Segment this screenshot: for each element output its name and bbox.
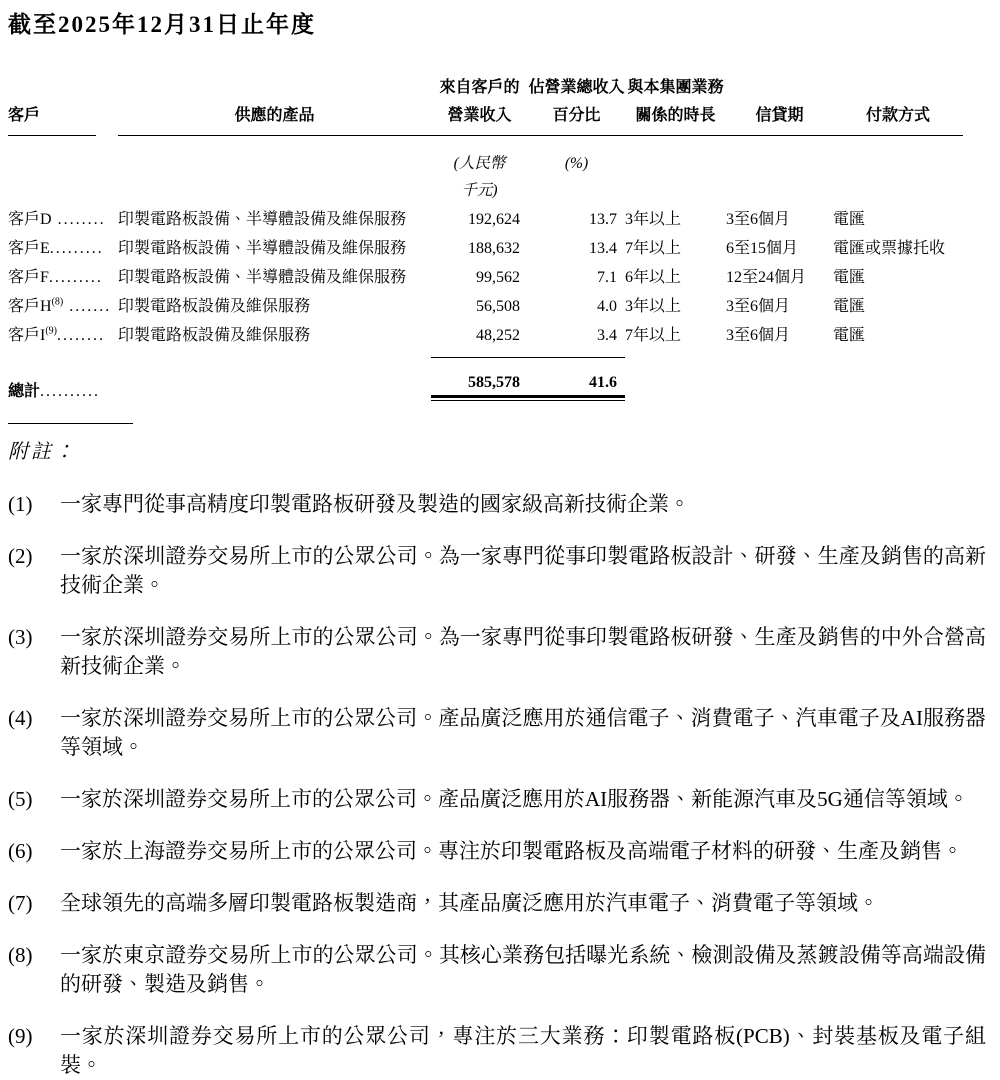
note-item [8,490,986,519]
revenue-cell [431,264,528,293]
note-item [8,623,986,681]
table-row [8,322,963,351]
customer-name: 客戶E [8,240,50,257]
relationship-cell: 6年以上 [625,269,682,286]
credit-cell: 12至24個月 [726,269,807,286]
payment-cell: 電匯 [833,269,866,286]
customer-name: 客戶I [8,327,46,344]
note-number: (7) [8,891,33,915]
percentage-cell [528,322,625,351]
percentage-cell [528,264,625,293]
customer-cell [8,235,118,264]
note-number: (2) [8,544,33,568]
percentage-unit-label: (%) [564,155,589,172]
note-text: 一家於深圳證券交易所上市的公眾公司。產品廣泛應用於AI服務器、新能源汽車及5G通信等領域。 [60,787,969,811]
note-number: (4) [8,706,33,730]
header-relationship-line2: 關係的時長 [635,107,716,124]
customer-cell [8,206,118,235]
percentage-cell [528,206,625,235]
credit-cell: 3至6個月 [726,298,791,315]
customer-name: 客戶F [8,269,49,286]
subtotal-rule-row [8,351,963,363]
percentage-unit-cell [528,136,625,206]
revenue-subtotal-rule [431,351,528,363]
table-header-row [8,68,963,136]
revenue-cell [431,293,528,322]
table-row [8,235,963,264]
note-text: 全球領先的高端多層印製電路板製造商，其產品廣泛應用於汽車電子、消費電子等領域。 [60,891,879,915]
percentage-cell [528,293,625,322]
relationship-cell: 3年以上 [625,211,682,228]
product-cell: 印製電路板設備及維保服務 [118,327,311,344]
credit-cell: 3至6個月 [726,211,791,228]
revenue-cell [431,206,528,235]
product-cell: 印製電路板設備及維保服務 [118,298,311,315]
col-header-percentage [528,68,625,136]
note-number: (6) [8,839,33,863]
dot-leader: ......... [49,240,104,257]
revenue-value: 192,624 [468,211,520,228]
percentage-value: 3.4 [597,327,617,344]
note-text: 一家專門從事高精度印製電路板研發及製造的國家級高新技術企業。 [60,492,690,516]
customer-name: 客戶D [8,211,52,228]
note-number: (5) [8,787,33,811]
col-header-revenue [431,68,528,136]
notes-heading: 附註： [8,441,77,463]
note-number: (1) [8,492,33,516]
payment-cell: 電匯 [833,298,866,315]
total-revenue-value: 585,578 [468,374,520,391]
header-product-label: 供應的產品 [234,107,315,124]
percentage-cell [528,235,625,264]
table-row [8,264,963,293]
customer-note-ref: (9) [45,325,58,337]
total-percentage-cell [528,363,625,401]
note-number: (9) [8,1024,33,1048]
percentage-value: 13.7 [589,211,617,228]
revenue-value: 188,632 [468,240,520,257]
relationship-cell: 7年以上 [625,327,682,344]
table-row [8,293,963,322]
percentage-value: 13.4 [589,240,617,257]
note-item [8,704,986,762]
header-payment-label: 付款方式 [865,107,930,124]
payment-cell: 電匯或票據托收 [833,240,946,257]
total-percentage-value: 41.6 [589,374,617,391]
revenue-value: 48,252 [476,327,520,344]
note-text: 一家於深圳證券交易所上市的公眾公司。產品廣泛應用於通信電子、消費電子、汽車電子及AI服務器等領域。 [60,706,986,759]
revenue-value: 99,562 [476,269,520,286]
percentage-value: 7.1 [597,269,617,286]
note-text: 一家於深圳證券交易所上市的公眾公司。為一家專門從事印製電路板研發、生產及銷售的中外合營高新技術企業。 [60,625,986,678]
total-label: 總計 [8,383,41,400]
revenue-cell [431,235,528,264]
product-cell: 印製電路板設備、半導體設備及維保服務 [118,240,407,257]
header-revenue-line1: 來自客戶的 [439,79,520,96]
total-revenue-cell [431,363,528,401]
relationship-cell: 3年以上 [625,298,682,315]
header-relationship-line1: 與本集團業務 [627,79,724,96]
revenue-value: 56,508 [476,298,520,315]
revenue-cell [431,322,528,351]
note-text: 一家於上海證券交易所上市的公眾公司。專注於印製電路板及高端電子材料的研發、生產及銷售。 [60,839,963,863]
customer-cell [8,322,118,351]
col-header-relationship [625,68,726,136]
header-customer-label: 客戶 [8,107,41,124]
note-item [8,941,986,999]
dot-leader: ......... [48,269,103,286]
customer-cell [8,293,118,322]
credit-cell: 6至15個月 [726,240,799,257]
note-number: (8) [8,943,33,967]
note-text: 一家於深圳證券交易所上市的公眾公司。為一家專門從事印製電路板設計、研發、生產及銷售的高新技術企業。 [60,544,986,597]
total-row [8,363,963,401]
note-number: (3) [8,625,33,649]
table-row [8,206,963,235]
payment-cell: 電匯 [833,211,866,228]
note-item [8,542,986,600]
customer-cell [8,264,118,293]
page-title: 截至2025年12月31日止年度 [8,12,316,37]
header-percentage-line1: 佔營業總收入 [528,79,625,96]
payment-cell: 電匯 [833,327,866,344]
dot-leader: ........ [57,327,106,344]
note-text: 一家於東京證券交易所上市的公眾公司。其核心業務包括曝光系統、檢測設備及蒸鍍設備等高端設備的研發、製造及銷售。 [60,943,986,996]
note-text: 一家於深圳證券交易所上市的公眾公司，專注於三大業務：印製電路板(PCB)、封裝基板及電子組裝。 [60,1024,986,1077]
note-item [8,785,986,814]
col-header-product [118,68,431,136]
notes-list [8,490,986,1080]
header-percentage-line2: 百分比 [552,107,601,124]
header-revenue-line2: 營業收入 [447,107,512,124]
note-item [8,889,986,918]
relationship-cell: 7年以上 [625,240,682,257]
product-cell: 印製電路板設備、半導體設備及維保服務 [118,211,407,228]
note-item [8,1022,986,1080]
total-label-cell [8,363,118,401]
percentage-value: 4.0 [597,298,617,315]
major-customers-table [8,68,963,401]
credit-cell: 3至6個月 [726,327,791,344]
col-header-payment [833,68,963,136]
table-units-row [8,136,963,206]
col-header-customer [8,68,118,136]
revenue-unit-line1: (人民幣 [453,155,506,172]
revenue-unit-line2: 千元) [461,182,498,199]
note-item [8,837,986,866]
product-cell: 印製電路板設備、半導體設備及維保服務 [118,269,407,286]
customer-note-ref: (8) [51,296,64,308]
revenue-unit-cell [431,136,528,206]
dot-leader: .......... [40,383,101,400]
notes-separator-rule [8,423,133,424]
percentage-subtotal-rule [528,351,625,363]
dot-leader: ........ [51,211,106,228]
dot-leader: ....... [63,298,112,315]
header-credit-label: 信貸期 [755,107,804,124]
customer-name: 客戶H [8,298,52,315]
col-header-credit [726,68,833,136]
